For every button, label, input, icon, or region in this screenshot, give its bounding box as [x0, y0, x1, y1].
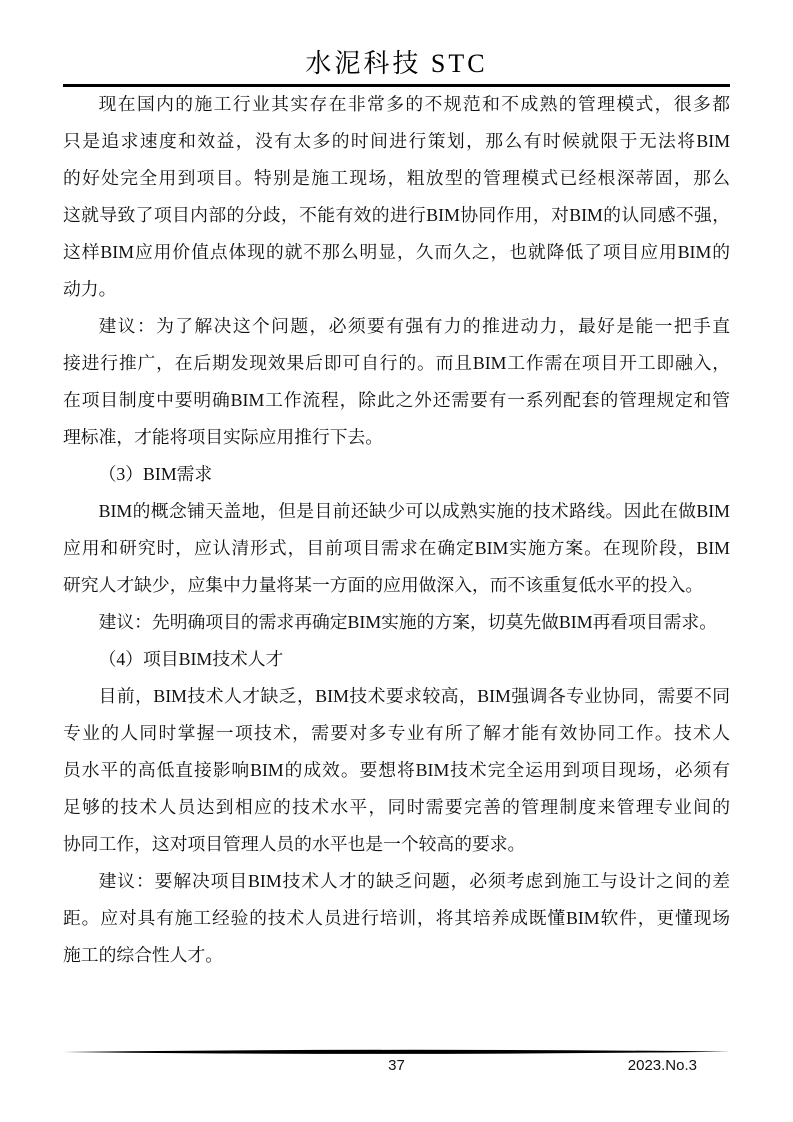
text-line: 的好处完全用到项目。特别是施工现场，粗放型的管理模式已经根深蒂固，那么: [63, 168, 730, 188]
document-body: [63, 86, 730, 974]
text-line: 这就导致了项目内部的分歧，不能有效的进行BIM协同作用，对BIM的认同感不强，: [63, 205, 730, 225]
journal-title: 水泥科技 STC: [305, 49, 488, 78]
text-line: 足够的技术人员达到相应的技术水平，同时需要完善的管理制度来管理专业间的: [63, 797, 730, 817]
text-line: 只是追求速度和效益，没有太多的时间进行策划，那么有时候就限于无法将BIM: [63, 131, 730, 151]
text-line: 目前，BIM技术人才缺乏，BIM技术要求较高，BIM强调各专业协同，需要不同: [98, 686, 730, 706]
paragraph: [63, 604, 730, 641]
text-line: 动力。: [63, 279, 117, 299]
text-line: BIM的概念铺天盖地，但是目前还缺少可以成熟实施的技术路线。因此在做BIM: [98, 501, 730, 521]
text-line: （3）BIM需求: [98, 464, 213, 484]
text-line: 接进行推广，在后期发现效果后即可自行的。而且BIM工作需在项目开工即融入，: [63, 353, 730, 373]
page-footer: [63, 1049, 730, 1079]
text-line: 员水平的高低直接影响BIM的成效。要想将BIM技术完全运用到项目现场，必须有: [63, 760, 730, 780]
section-heading: [63, 456, 730, 493]
footer-rule: [63, 1049, 730, 1055]
text-line: 建议：先明确项目的需求再确定BIM实施的方案，切莫先做BIM再看项目需求。: [98, 612, 717, 632]
page-number: 37: [388, 1057, 405, 1074]
text-line: 研究人才缺少，应集中力量将某一方面的应用做深入，而不该重复低水平的投入。: [63, 575, 704, 595]
text-line: 协同工作，这对项目管理人员的水平也是一个较高的要求。: [63, 834, 526, 854]
text-line: 建议：要解决项目BIM技术人才的缺乏问题，必须考虑到施工与设计之间的差: [98, 871, 730, 891]
page-header: [63, 0, 730, 87]
footer-row: [63, 1057, 730, 1079]
text-line: 专业的人同时掌握一项技术，需要对多专业有所了解才能有效协同工作。技术人: [63, 723, 730, 743]
issue-number: 2023.No.3: [627, 1057, 697, 1074]
text-line: 施工的综合性人才。: [63, 945, 224, 965]
text-line: 建议：为了解决这个问题，必须要有强有力的推进动力，最好是能一把手直: [98, 316, 730, 336]
text-line: 这样BIM应用价值点体现的就不那么明显，久而久之，也就降低了项目应用BIM的: [63, 242, 730, 262]
text-line: 理标准，才能将项目实际应用推行下去。: [63, 427, 384, 447]
paragraph: [63, 86, 730, 308]
text-line: 现在国内的施工行业其实存在非常多的不规范和不成熟的管理模式，很多都: [98, 94, 730, 114]
section-heading: [63, 641, 730, 678]
paragraph: [63, 678, 730, 863]
text-line: （4）项目BIM技术人才: [98, 649, 284, 669]
paragraph: [63, 308, 730, 456]
text-line: 距。应对具有施工经验的技术人员进行培训，将其培养成既懂BIM软件，更懂现场: [63, 908, 730, 928]
paragraph: [63, 863, 730, 974]
text-line: 在项目制度中要明确BIM工作流程，除此之外还需要有一系列配套的管理规定和管: [63, 390, 730, 410]
paragraph: [63, 493, 730, 604]
text-line: 应用和研究时，应认清形式，目前项目需求在确定BIM实施方案。在现阶段，BIM: [63, 538, 730, 558]
